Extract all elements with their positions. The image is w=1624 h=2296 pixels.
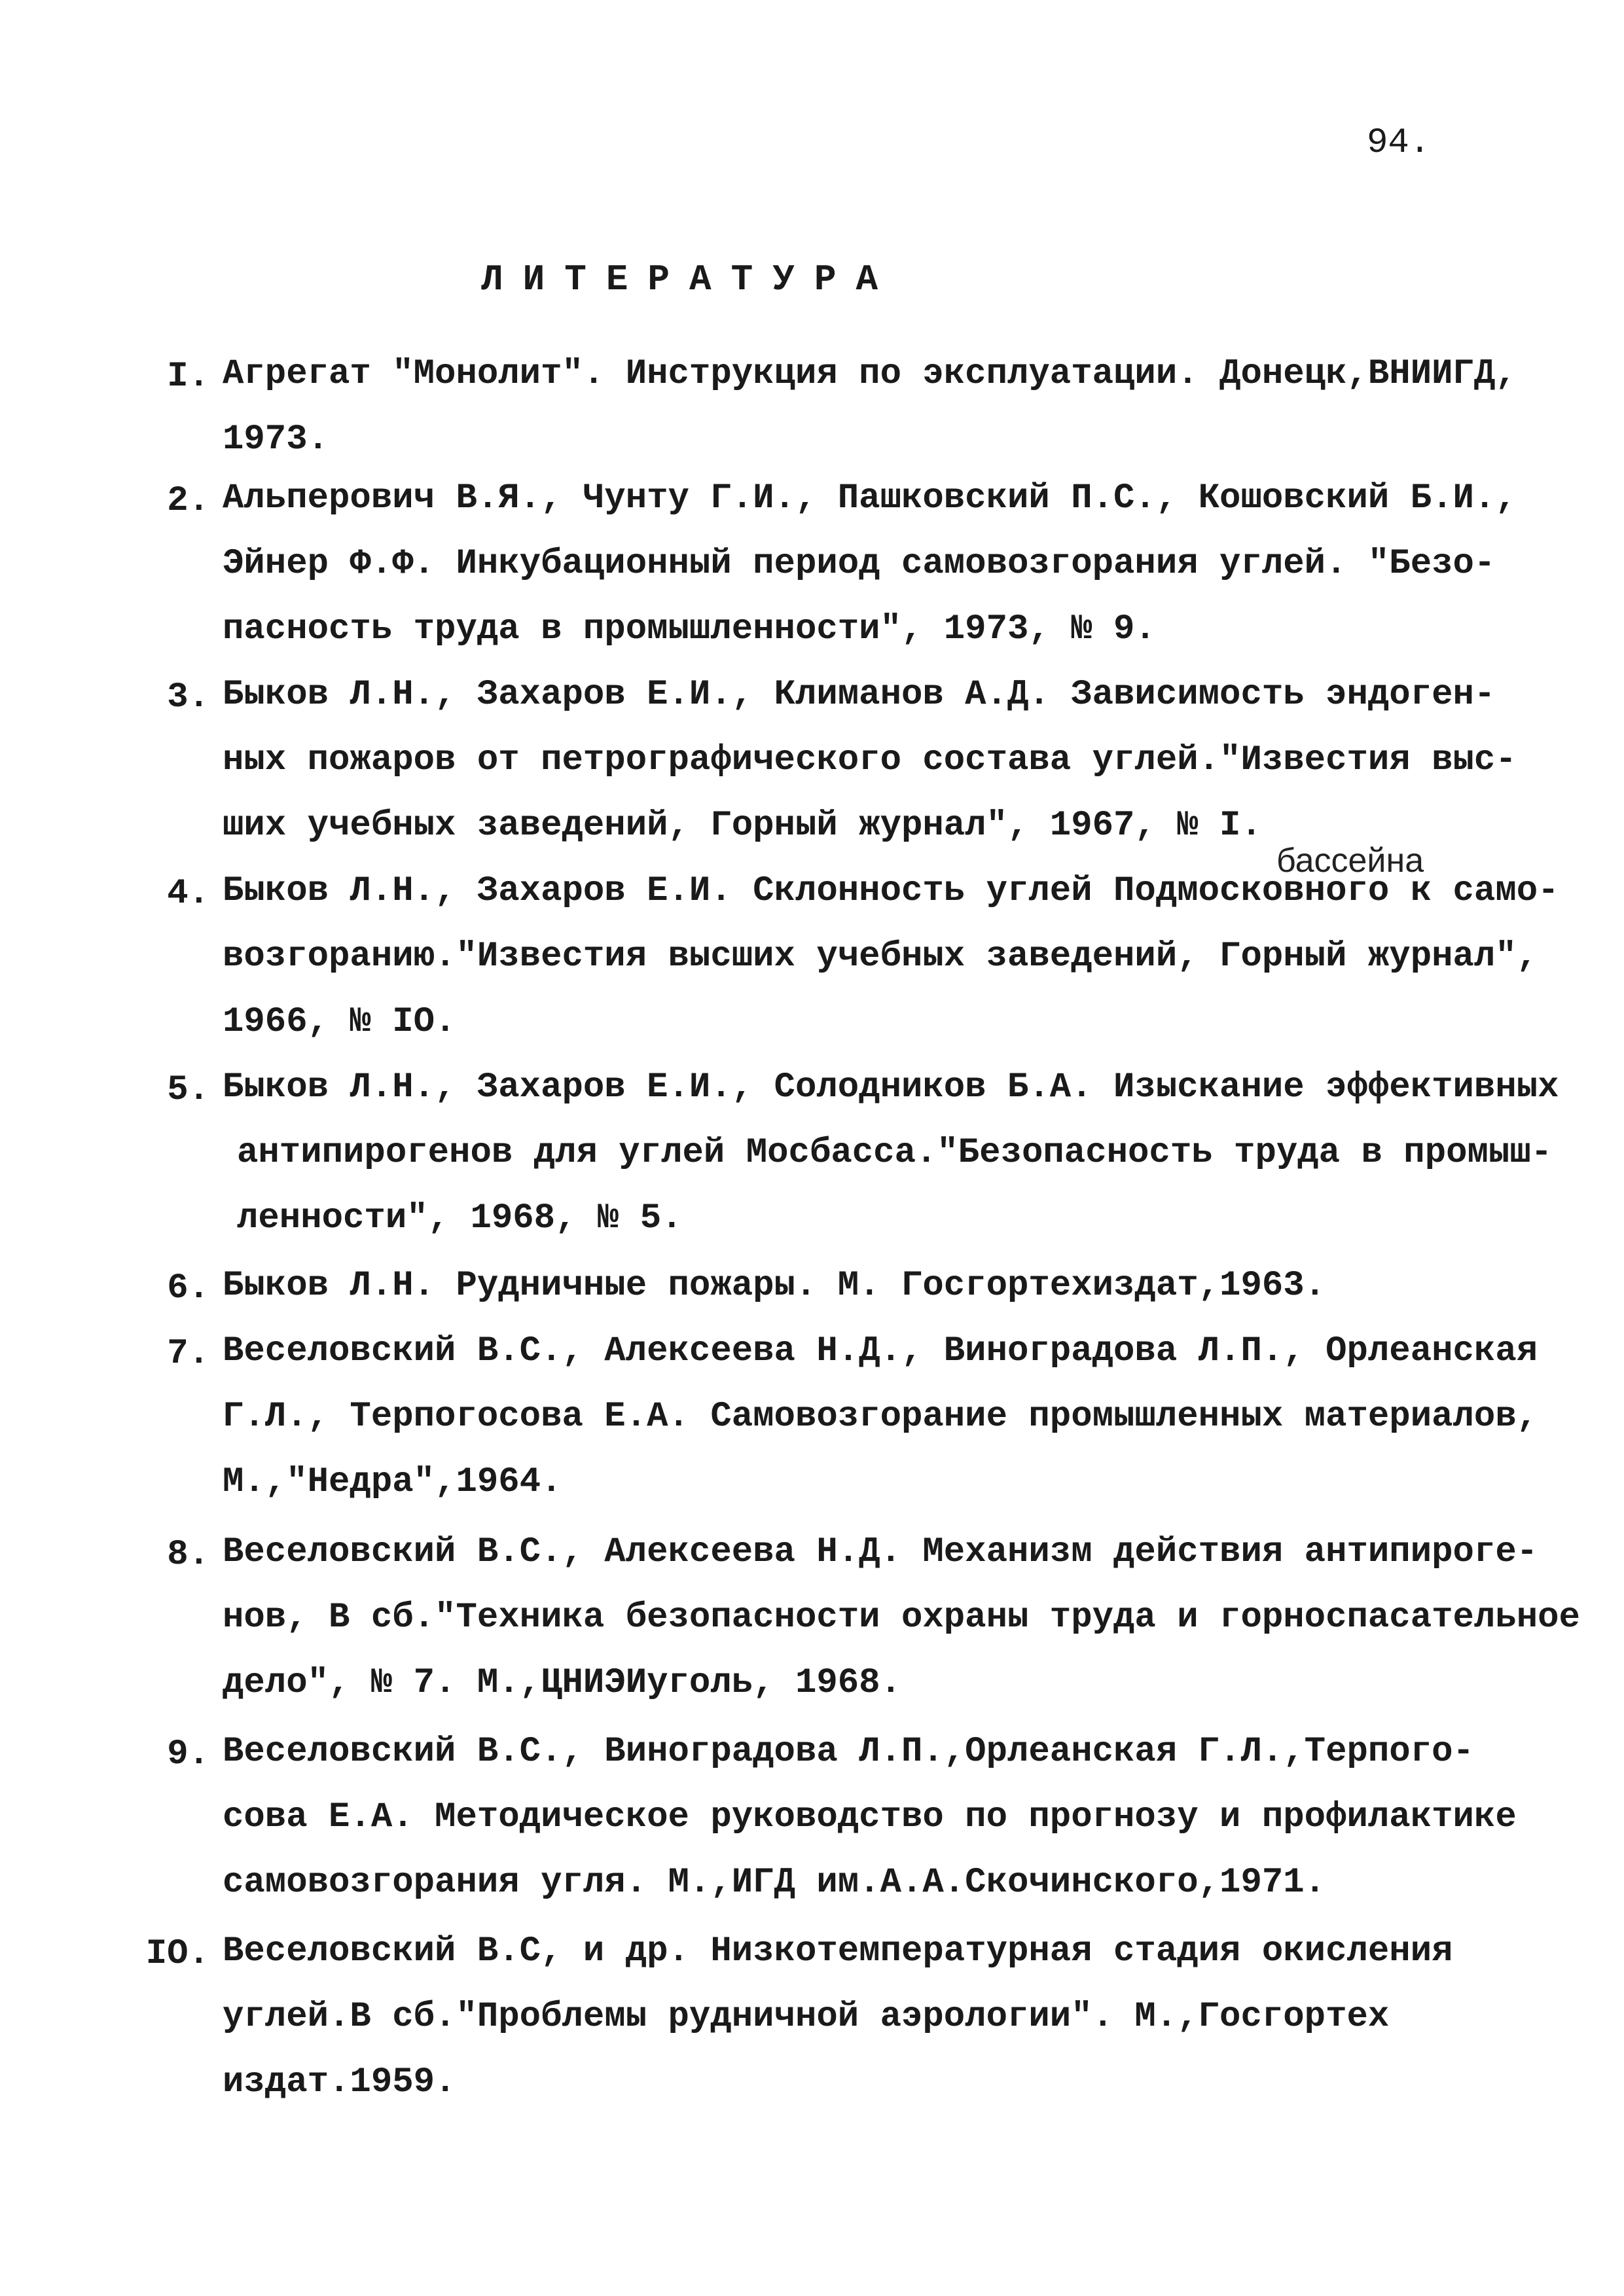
reference-line: дело", № 7. М.,ЦНИЭИуголь, 1968. (223, 1663, 901, 1703)
reference-line: Агрегат "Монолит". Инструкция по эксплуатации. Донецк,ВНИИГД, (223, 354, 1517, 394)
reference-line: М.,"Недра",1964. (223, 1462, 562, 1502)
reference-line: Альперович В.Я., Чунту Г.И., Пашковский П.С., Кошовский Б.И., (223, 478, 1517, 518)
reference-line: Веселовский В.С., Виноградова Л.П.,Орлеанская Г.Л.,Терпого- (223, 1732, 1474, 1772)
reference-line: Эйнер Ф.Ф. Инкубационный период самовозгорания углей. "Безо- (223, 544, 1496, 584)
reference-line: издат.1959. (223, 2062, 456, 2102)
reference-number: IO. (145, 1934, 209, 1974)
reference-line: нов, В сб."Техника безопасности охраны труда и горноспасательное (223, 1598, 1580, 1638)
reference-line: Веселовский В.С., Алексеева Н.Д. Механизм действия антипироге- (223, 1532, 1538, 1572)
reference-line: 1973. (223, 420, 329, 459)
reference-number: 7. (167, 1334, 209, 1374)
reference-number: 2. (167, 481, 209, 521)
reference-line: Быков Л.Н., Захаров Е.И. Склонность углей Подмосковного к само- (223, 871, 1559, 911)
reference-line: Быков Л.Н. Рудничные пожары. М. Госгортехиздат,1963. (223, 1266, 1326, 1306)
page-title: ЛИТЕРАТУРА (481, 259, 898, 300)
reference-line: сова Е.А. Методическое руководство по прогнозу и профилактике (223, 1797, 1517, 1837)
reference-line: ленности", 1968, № 5. (237, 1198, 683, 1238)
reference-line: Веселовский В.С, и др. Низкотемпературная стадия окисления (223, 1931, 1453, 1971)
handwritten-insert: бассейна (1276, 842, 1424, 880)
reference-line: Быков Л.Н., Захаров Е.И., Солодников Б.А. Изыскание эффективных (223, 1067, 1559, 1107)
reference-number: 5. (167, 1070, 209, 1110)
reference-number: I. (167, 357, 209, 397)
reference-number: 6. (167, 1268, 209, 1308)
reference-number: 9. (167, 1734, 209, 1774)
reference-line: самовозгорания угля. М.,ИГД им.А.А.Скочинского,1971. (223, 1863, 1326, 1903)
reference-line: ных пожаров от петрографического состава углей."Известия выс- (223, 740, 1517, 780)
reference-line: ших учебных заведений, Горный журнал", 1967, № I. (223, 806, 1262, 846)
reference-number: 8. (167, 1535, 209, 1575)
reference-line: 1966, № IO. (223, 1002, 456, 1042)
reference-line: углей.В сб."Проблемы рудничной аэрологии". М.,Госгортех (223, 1997, 1390, 2037)
reference-line: Г.Л., Терпогосова Е.А. Самовозгорание промышленных материалов, (223, 1397, 1538, 1437)
page-number: 94. (1367, 123, 1431, 163)
reference-number: 4. (167, 874, 209, 914)
reference-line: возгоранию."Известия высших учебных заведений, Горный журнал", (223, 937, 1538, 977)
reference-number: 3. (167, 677, 209, 717)
reference-line: пасность труда в промышленности", 1973, № 9. (223, 609, 1156, 649)
reference-line: Веселовский В.С., Алексеева Н.Д., Виноградова Л.П., Орлеанская (223, 1331, 1538, 1371)
reference-line: антипирогенов для углей Мосбасса."Безопасность труда в промыш- (237, 1133, 1553, 1173)
reference-line: Быков Л.Н., Захаров Е.И., Климанов А.Д. Зависимость эндоген- (223, 675, 1496, 715)
